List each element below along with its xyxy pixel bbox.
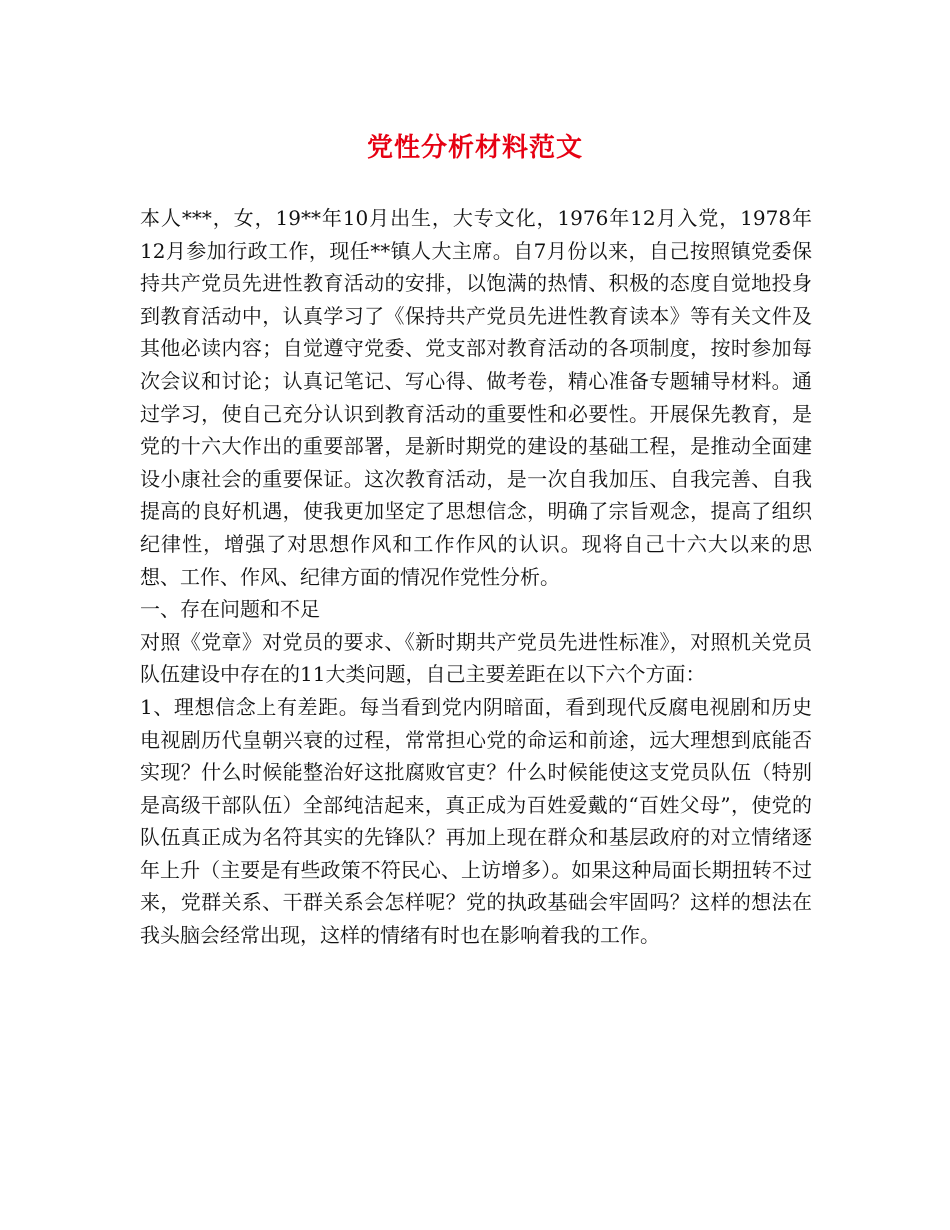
section-heading: 一、存在问题和不足 — [140, 597, 320, 622]
document-body — [140, 202, 812, 952]
paragraph-intro: 本人***，女，19**年10月出生，大专文化，1976年12月入党，1978年12月参加行政工作，现任**镇人大主席。自7月份以来，自己按照镇党委保持共产党员先进性教育活动的安排，以饱满的热情、积极的态度自觉地投身到教育活动中，认真学习了《保持共产党员先进性教育读本》等有关文件及其他必读内容；自觉遵守党委、党支部对教育活动的各项制度，按时参加每次会议和讨论；认真记笔记、写心得、做考卷，精心准备专题辅导材料。通过学习，使自己充分认识到教育活动的重要性和必要性。开展保先教育，是党的十六大作出的重要部署，是新时期党的建设的基础工程，是推动全面建设小康社会的重要保证。这次教育活动，是一次自我加压、自我完善、自我提高的良好机遇，使我更加坚定了思想信念，明确了宗旨观念，提高了组织纪律性，增强了对思想作风和工作作风的认识。现将自己十六大以来的思想、工作、作风、纪律方面的情况作党性分析。 — [140, 206, 812, 589]
paragraph-comparison: 对照《党章》对党员的要求、《新时期共产党员先进性标准》，对照机关党员队伍建设中存在的11大类问题，自己主要差距在以下六个方面： — [140, 629, 812, 687]
paragraph-point-1: 1、理想信念上有差距。每当看到党内阴暗面，看到现代反腐电视剧和历史电视剧历代皇朝兴衰的过程，常常担心党的命运和前途，远大理想到底能否实现？什么时候能整治好这批腐败官吏？什么时候能使这支党员队伍（特别是高级干部队伍）全部纯洁起来，真正成为百姓爱戴的“百姓父母”，使党的队伍真正成为名符其实的先锋队？再加上现在群众和基层政府的对立情绪逐年上升（主要是有些政策不符民心、上访增多）。如果这种局面长期扭转不过来，党群关系、干群关系会怎样呢？党的执政基础会牢固吗？这样的想法在我头脑会经常出现，这样的情绪有时也在影响着我的工作。 — [140, 694, 812, 948]
document-title: 党性分析材料范文 — [366, 133, 583, 163]
